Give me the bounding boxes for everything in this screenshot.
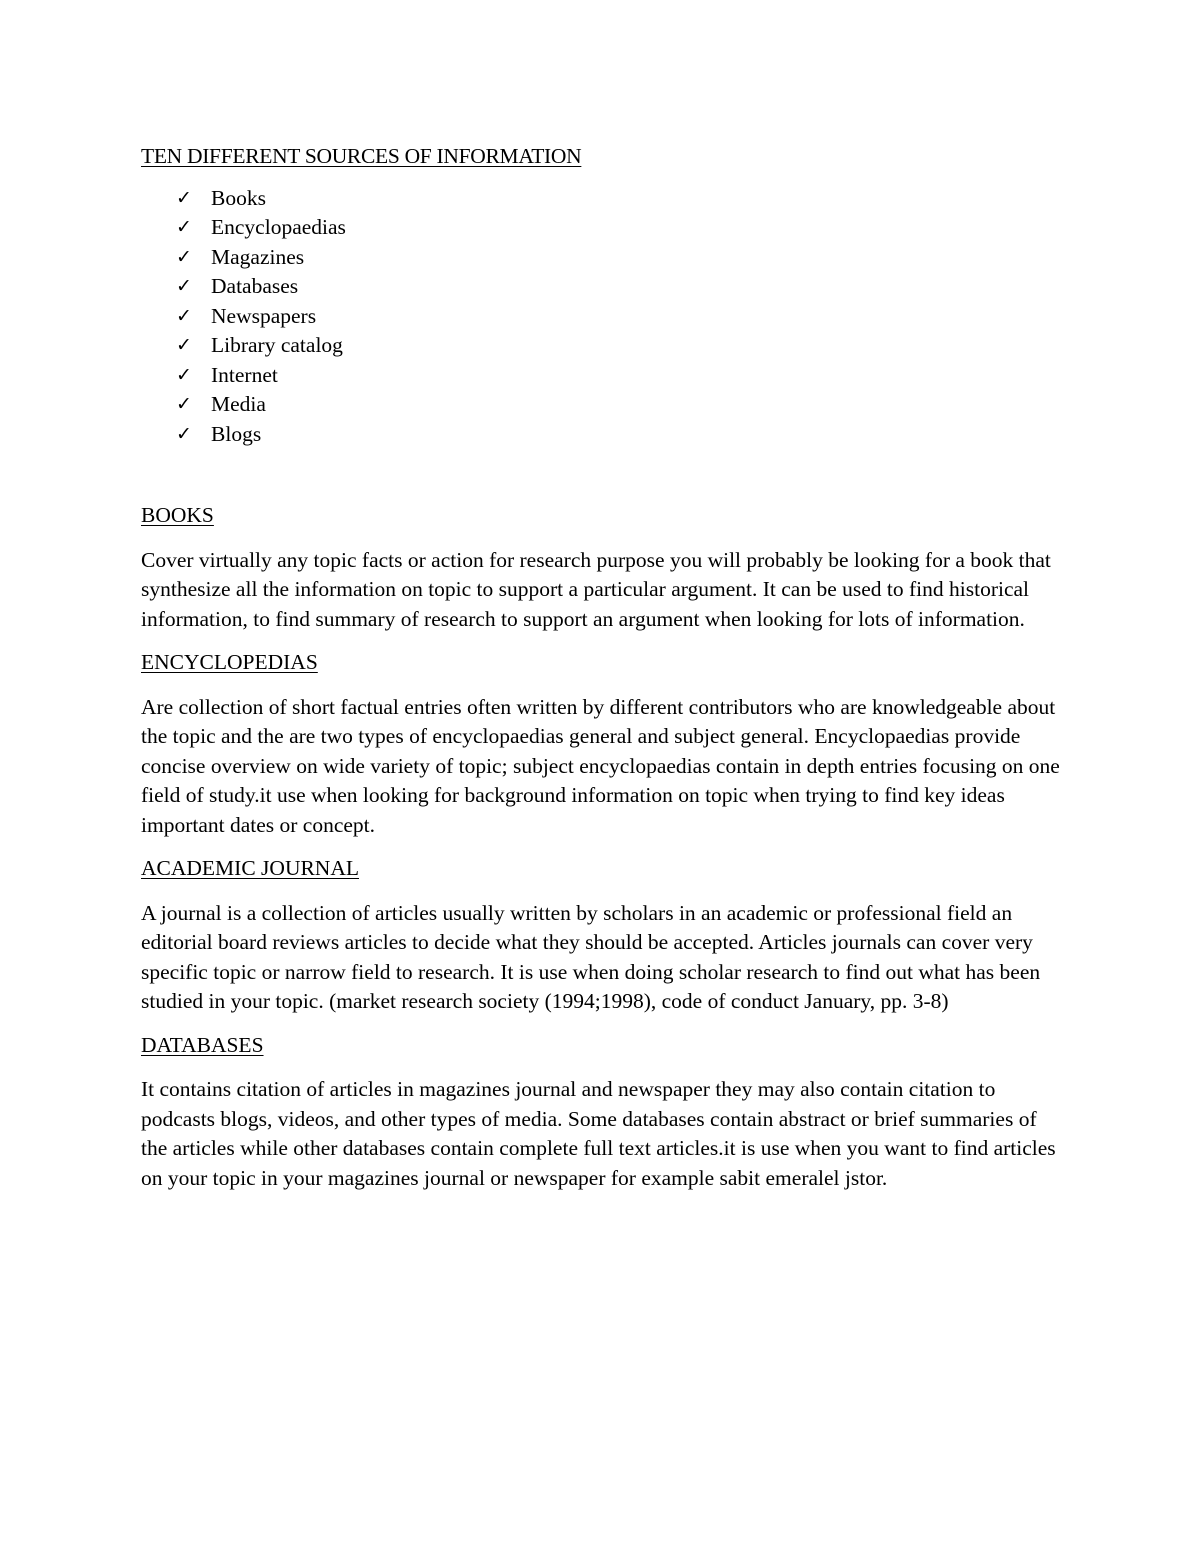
check-mark-icon: ✓ [176,186,192,209]
list-item-label: Internet [211,362,278,387]
check-mark-icon: ✓ [176,275,192,297]
check-mark-icon: ✓ [176,304,192,327]
list-item [141,420,1061,450]
list-item-label: Encyclopaedias [211,215,346,239]
list-item-label: Library catalog [211,333,343,357]
list-item [141,213,1061,243]
list-item-label: Magazines [211,244,305,269]
check-mark-icon: ✓ [176,363,192,386]
list-item-label: Books [211,185,266,210]
list-item [141,302,1061,332]
list-item [141,331,1061,361]
section-body-encyclopedias: Are collection of short factual entries often written by different contributors who are knowledgeable about the topic and the are two types of encyclopaedias general and subject general. Encyclopaedias provide concise overview on wide variety of topic; subject encyclopaedias contain in depth entries focusing on one field of study.it use when looking for background information on topic when trying to find key ideas important dates or concept. [141,694,1060,837]
section-body-databases: It contains citation of articles in magazines journal and newspaper they may also contain citation to podcasts blogs, videos, and other types of media. Some databases contain abstract or brief summaries of the articles while other databases contain complete full text articles.it is use when you want to find articles on your topic in your magazines journal or newspaper for example sabit emeralel jstor. [141,1077,1056,1190]
check-mark-icon: ✓ [176,393,192,415]
section-body-books: Cover virtually any topic facts or action for research purpose you will probably be looking for a book that synthesize all the information on topic to support a particular argument. It can be used to find historical information, to find summary of research to support an argument when looking for lots of information. [141,547,1051,631]
list-item [141,361,1061,391]
check-mark-icon: ✓ [176,334,192,356]
list-item-label: Newspapers [211,303,317,328]
section-body-academic-journal: A journal is a collection of articles usually written by scholars in an academic or professional field an editorial board reviews articles to decide what they should be accepted. Articles journals can cover very specific topic or narrow field to research. It is use when doing scholar research to find out what has been studied in your topic. (market research society (1994;1998), code of conduct January, pp. 3-8) [141,900,1041,1013]
document-title: TEN DIFFERENT SOURCES OF INFORMATION [141,144,582,168]
list-item-label: Databases [211,274,299,298]
section-heading-academic-journal: ACADEMIC JOURNAL [141,856,359,880]
document-content [141,142,1061,1193]
list-item [141,243,1061,273]
section-heading-books: BOOKS [141,503,214,527]
list-item-label: Blogs [211,421,262,446]
list-item [141,390,1061,420]
check-mark-icon: ✓ [176,216,192,238]
sources-checklist [141,184,1061,450]
list-item-label: Media [211,392,266,416]
list-item [141,184,1061,214]
section-heading-databases: DATABASES [141,1032,264,1057]
check-mark-icon: ✓ [176,245,192,268]
check-mark-icon: ✓ [176,422,192,445]
section-heading-encyclopedias: ENCYCLOPEDIAS [141,650,318,674]
list-item [141,272,1061,302]
